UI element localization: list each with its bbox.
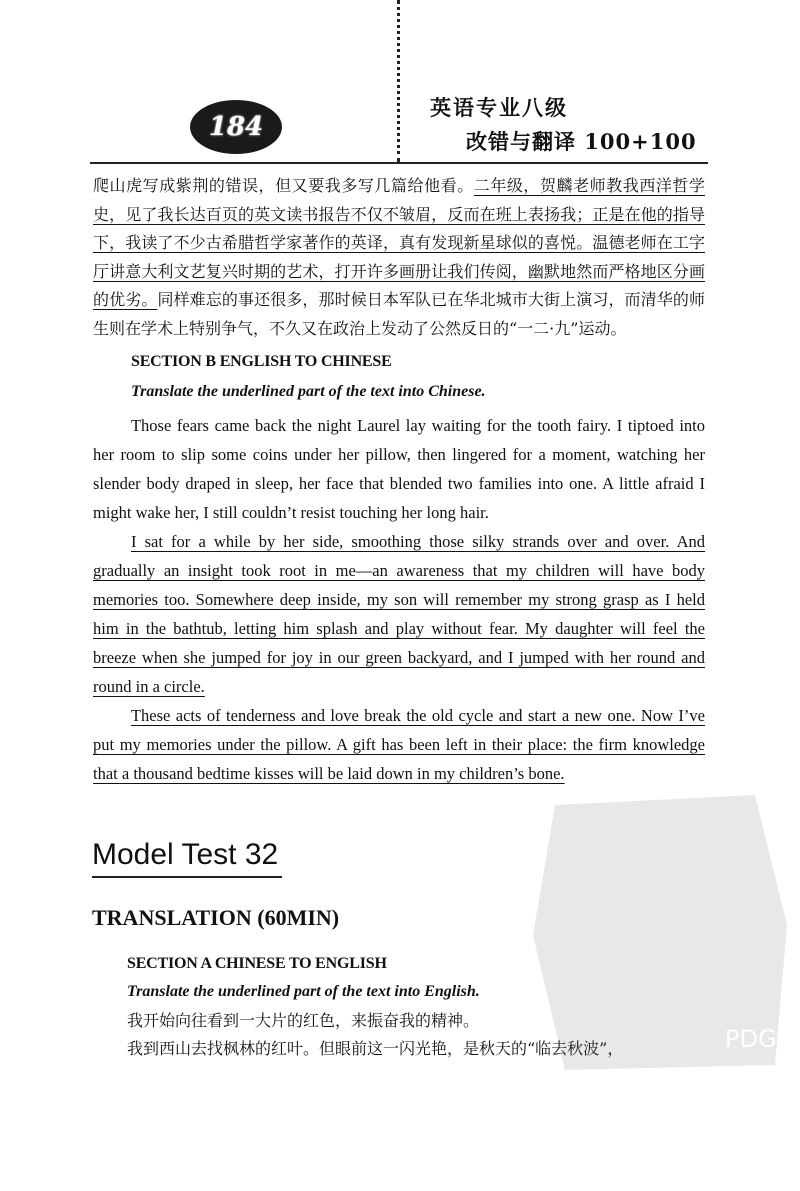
english-paragraph-3-underlined: These acts of tenderness and love break the old cycle and start a new one. Now I’ve put my memories under the pillow. A gift has been left in their place: the firm knowledge that a thousand bedtime kisses will be laid down in my children’s bone. [93, 706, 705, 783]
chinese-line-1: 我开始向往看到一大片的红色，来振奋我的精神。 [127, 1011, 480, 1030]
chinese-passage-underlined: 二年级，贺麟老师教我西洋哲学史，见了我长达百页的英文读书报告不仅不皱眉，反而在班上表扬我；正是在他的指导下，我读了不少古希腊哲学家著作的英译，真有发现新星球似的喜悦。温德老师在工字厅讲意大利文艺复兴时期的艺术，打开许多画册让我们传阅，幽默地然而严格地区分画的优劣。 [93, 176, 705, 309]
page-number-badge [190, 100, 282, 154]
translation-heading: TRANSLATION (60MIN) [92, 905, 340, 930]
main-content [93, 172, 705, 788]
section-b-heading: SECTION B ENGLISH TO CHINESE [131, 353, 392, 370]
chinese-passage-part: 同样难忘的事还很多，那时候日本军队已在华北城市大街上演习，而清华的师生则在学术上特别争气，不久又在政治上发动了公然反日的“一二·九”运动。 [93, 290, 705, 338]
header-dotted-divider [397, 0, 400, 162]
section-b-instruction: Translate the underlined part of the text into Chinese. [131, 383, 486, 400]
watermark-text: PDG [725, 1025, 777, 1053]
book-title: 英语专业八级 [430, 95, 568, 120]
chinese-line-2: 我到西山去找枫林的红叶。但眼前这一闪光艳，是秋天的“临去秋波”， [127, 1039, 624, 1058]
english-paragraph-1: Those fears came back the night Laurel lay waiting for the tooth fairy. I tiptoed into her room to slip some coins under her pillow, then lingered for a moment, watching her slender body draped in sleep, her face that blended two families into one. A little afraid I might wake her, I still couldn’t resist touching her long hair. [93, 416, 705, 522]
page-number: 184 [208, 112, 264, 142]
book-subtitle: 改错与翻译 100+100 [466, 129, 697, 154]
chinese-passage-part: 爬山虎写成紫荆的错误，但又要我多写几篇给他看。 [93, 176, 474, 195]
section-a-instruction: Translate the underlined part of the text into English. [127, 983, 480, 1000]
pdg-watermark-seal [525, 785, 795, 1075]
chinese-passage [93, 172, 705, 343]
header-rule [90, 162, 708, 164]
section-a-heading: SECTION A CHINESE TO ENGLISH [127, 955, 387, 972]
english-paragraph-2-underlined: I sat for a while by her side, smoothing those silky strands over and over. And gradually an insight took root in me—an awareness that my children will have body memories too. Somewhere deep inside, my son will remember my strong grasp as I held him in the bathtub, letting him splash and play without fear. My daughter will feel the breeze when she jumped for joy in our green backyard, and I jumped with her round and round in a circle. [93, 532, 705, 696]
model-test-title: Model Test 32 [92, 838, 282, 878]
